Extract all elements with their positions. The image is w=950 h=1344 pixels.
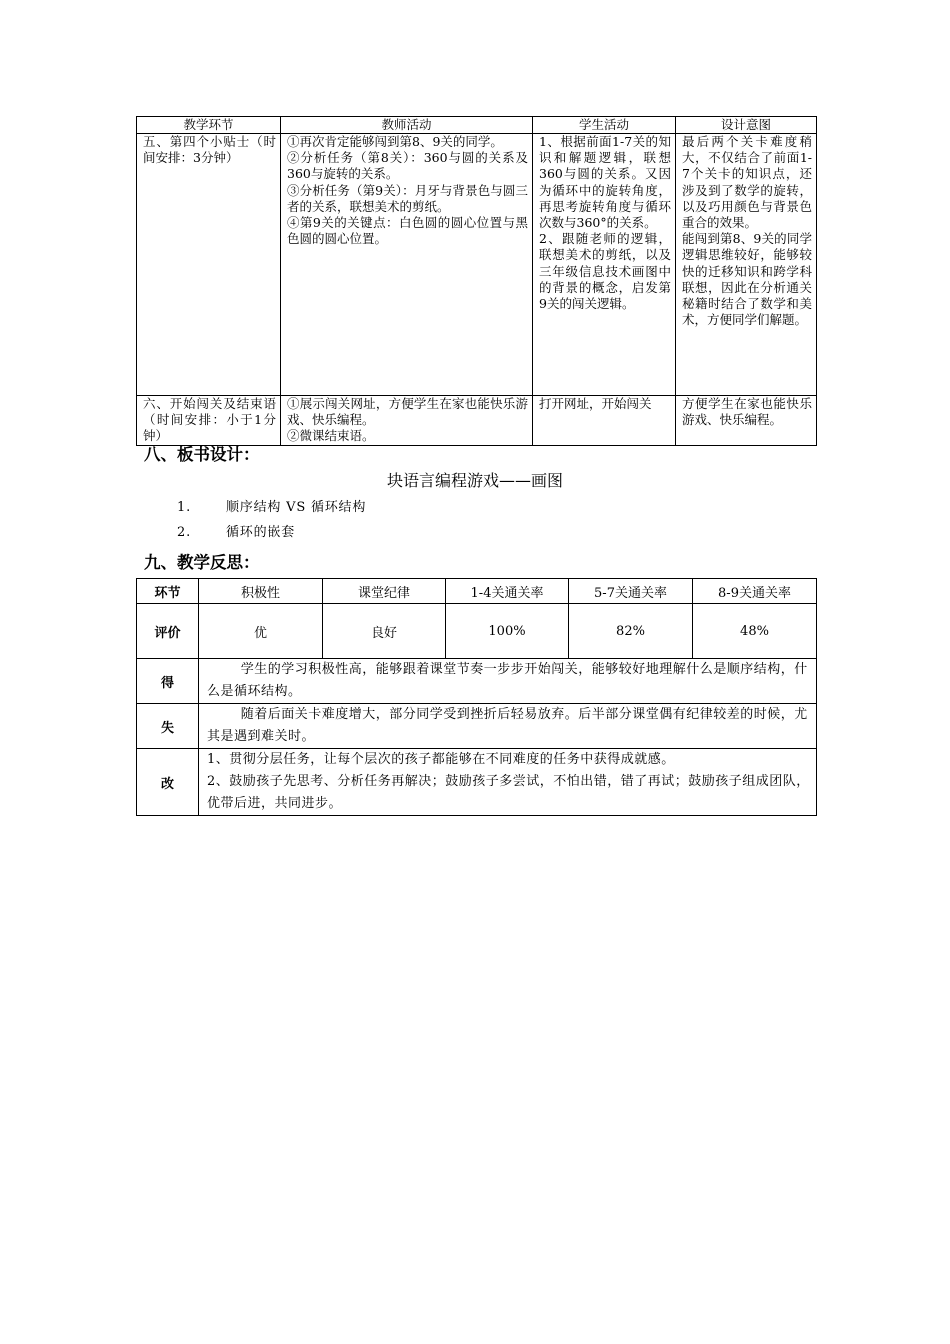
improvement-item: 1、贯彻分层任务，让每个层次的孩子都能够在不同难度的任务中获得成就感。 <box>207 752 675 767</box>
eval-pass-rate-8-9: 48% <box>693 604 817 659</box>
design-intent-cell <box>676 396 817 446</box>
board-title: 块语言编程游戏——画图 <box>386 471 563 490</box>
table-row <box>137 749 817 816</box>
student-step: 1、根据前面1-7关的知识和解题逻辑，联想360与圆的关系。又因为循环中的旋转角度，再思考旋转角度与循环次数与360°的关系。 <box>539 134 671 231</box>
header-design-intent: 设计意图 <box>676 117 817 134</box>
section-heading-reflection: 九、教学反思： <box>144 553 260 572</box>
teacher-step: ③分析任务（第9关）：月牙与背景色与圆三者的关系，联想美术的剪纸。 <box>287 182 528 214</box>
header-teacher-activity: 教师活动 <box>281 117 533 134</box>
teacher-step: ②分析任务（第8关）：360与圆的关系及360与旋转的关系。 <box>287 150 528 182</box>
teacher-step: ②微课结束语。 <box>287 428 375 444</box>
header-discipline: 课堂纪律 <box>323 579 446 604</box>
teacher-step: ①再次肯定能够闯到第8、9关的同学。 <box>287 134 503 149</box>
header-stage: 环节 <box>137 579 199 604</box>
losses-text: 随着后面关卡难度增大，部分同学受到挫折后轻易放弃。后半部分课堂偶有纪律较差的时候，尤其是遇到难关时。 <box>199 704 817 749</box>
improvements-cell <box>199 749 817 816</box>
eval-pass-rate-5-7: 82% <box>569 604 693 659</box>
table-row <box>137 604 817 659</box>
board-list-item <box>177 521 295 540</box>
intent-paragraph: 能闯到第8、9关的同学逻辑思维较好，能够较快的迁移知识和跨学科联想，因此在分析通关秘籍时结合了数学和美术，方便同学们解题。 <box>682 231 812 328</box>
student-activity-cell <box>533 134 676 396</box>
table-header-row <box>137 579 817 604</box>
gains-text: 学生的学习积极性高，能够跟着课堂节奏一步步开始闯关，能够较好地理解什么是顺序结构，什么是循环结构。 <box>199 659 817 704</box>
row-label-gains: 得 <box>137 659 199 704</box>
design-intent-cell <box>676 134 817 396</box>
intent-paragraph: 最后两个关卡难度稍大，不仅结合了前面1-7个关卡的知识点，还涉及到了数学的旋转，以及巧用颜色与背景色重合的效果。 <box>682 134 812 231</box>
table-row <box>137 134 817 396</box>
table-row <box>137 396 817 446</box>
teacher-step: ①展示闯关网址，方便学生在家也能快乐游戏、快乐编程。 <box>287 396 528 428</box>
row-label-losses: 失 <box>137 704 199 749</box>
header-student-activity: 学生活动 <box>533 117 676 134</box>
header-pass-rate-1-4: 1-4关通关率 <box>446 579 569 604</box>
eval-enthusiasm: 优 <box>199 604 323 659</box>
lesson-activity-table <box>136 116 817 446</box>
teacher-activity-cell <box>281 396 533 446</box>
teacher-activity-cell <box>281 134 533 396</box>
table-row <box>137 704 817 749</box>
eval-pass-rate-1-4: 100% <box>446 604 569 659</box>
list-number: 1. <box>177 500 192 515</box>
list-text: 循环的嵌套 <box>226 525 296 540</box>
list-number: 2. <box>177 525 192 540</box>
reflection-table <box>136 578 817 816</box>
header-pass-rate-8-9: 8-9关通关率 <box>693 579 817 604</box>
stage-cell: 五、第四个小贴士（时间安排：3分钟） <box>137 134 281 396</box>
table-row <box>137 659 817 704</box>
list-text: 顺序结构 VS 循环结构 <box>226 500 367 515</box>
intent-paragraph: 方便学生在家也能快乐游戏、快乐编程。 <box>682 396 812 428</box>
row-label-improvements: 改 <box>137 749 199 816</box>
student-step: 打开网址，开始闯关 <box>539 396 652 411</box>
header-enthusiasm: 积极性 <box>199 579 323 604</box>
section-heading-board-design: 八、板书设计： <box>144 445 260 464</box>
eval-discipline: 良好 <box>323 604 446 659</box>
improvement-item: 2、鼓励孩子先思考、分析任务再解决；鼓励孩子多尝试，不怕出错，错了再试；鼓励孩子组成团队，优带后进，共同进步。 <box>207 774 810 811</box>
stage-cell: 六、开始闯关及结束语（时间安排：小于1分钟） <box>137 396 281 446</box>
table-header-row <box>137 117 817 134</box>
board-list-item <box>177 496 366 515</box>
header-stage: 教学环节 <box>137 117 281 134</box>
student-activity-cell <box>533 396 676 446</box>
teacher-step: ④第9关的关键点：白色圆的圆心位置与黑色圆的圆心位置。 <box>287 215 528 247</box>
row-label-evaluation: 评价 <box>137 604 199 659</box>
header-pass-rate-5-7: 5-7关通关率 <box>569 579 693 604</box>
student-step: 2、跟随老师的逻辑，联想美术的剪纸，以及三年级信息技术画图中的背景的概念，启发第9关的闯关逻辑。 <box>539 231 671 312</box>
